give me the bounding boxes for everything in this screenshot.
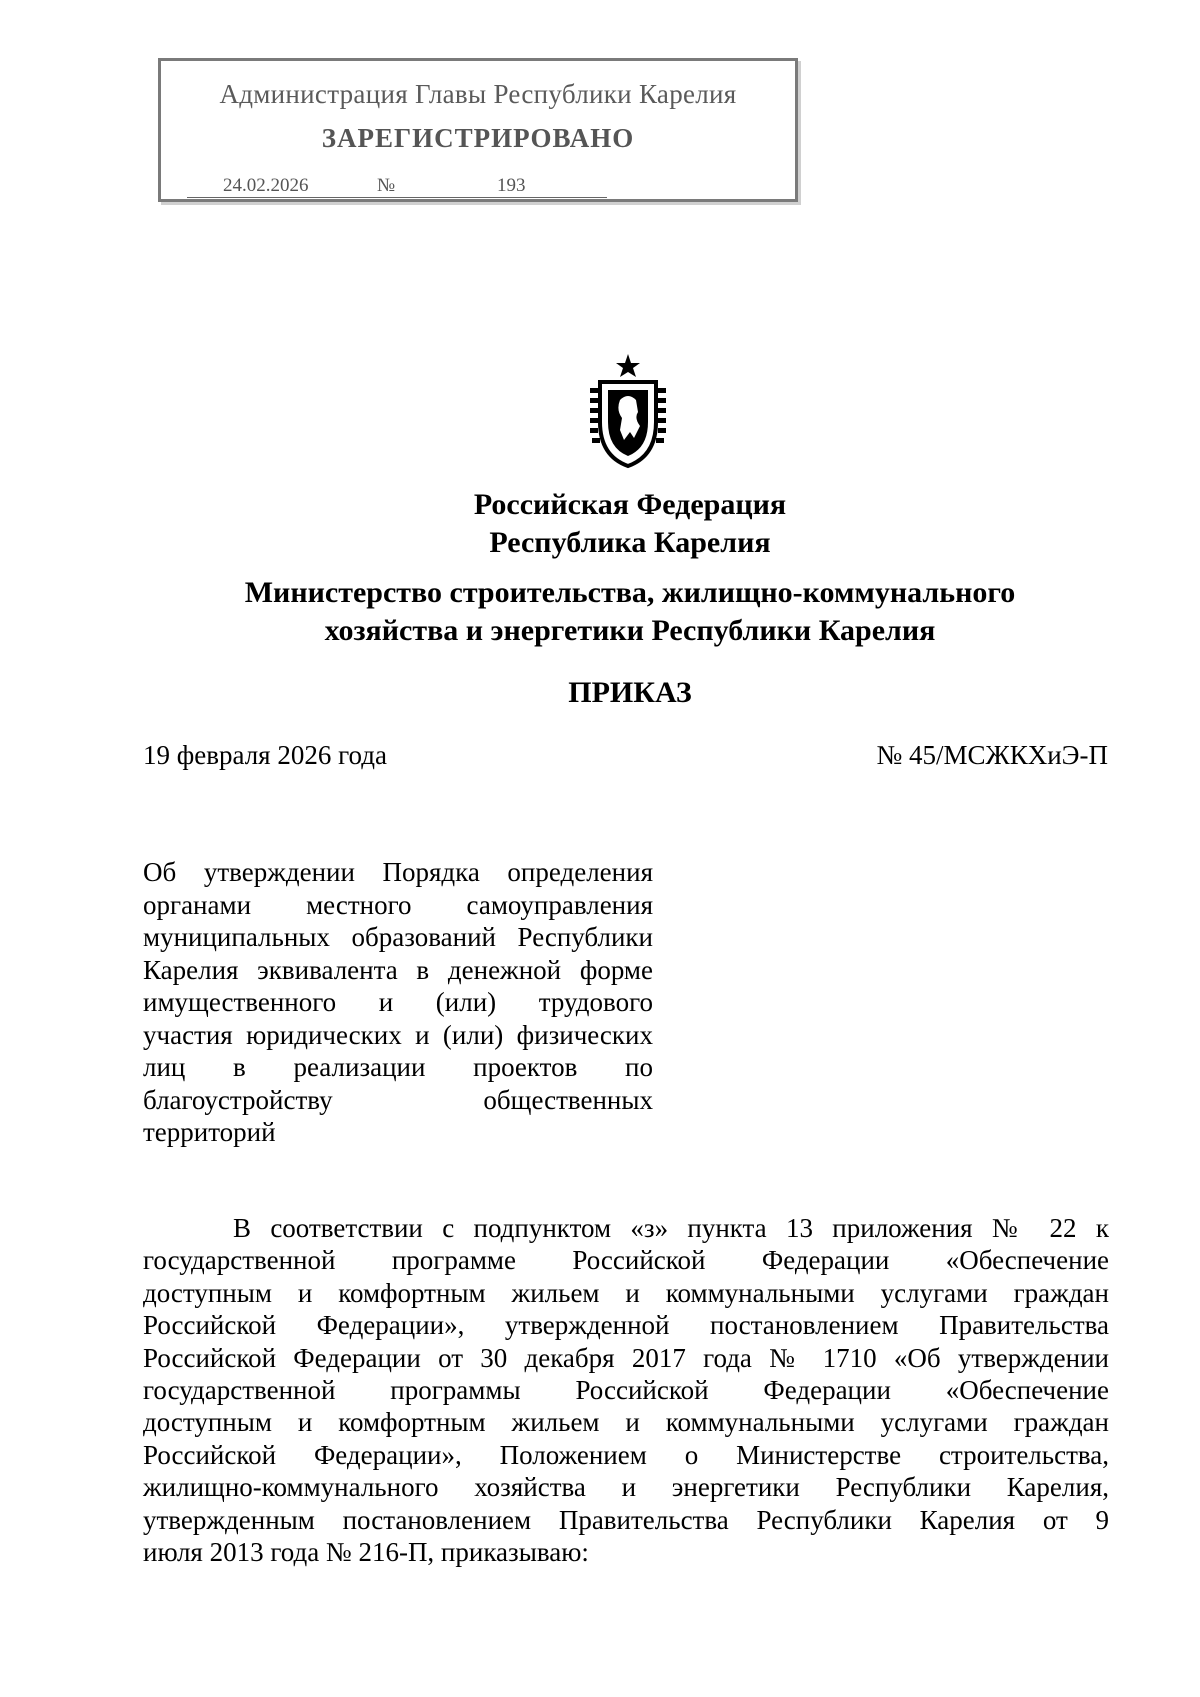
preamble-line: доступным и комфортным жильем и коммунальными услугами граждан xyxy=(143,1277,1109,1308)
republic-heading: Республика Карелия xyxy=(489,526,771,559)
order-number: № 45/МСЖКХиЭ-П xyxy=(876,740,1108,770)
subject-line: муниципальных образований Республики xyxy=(143,922,653,952)
preamble-line: Российской Федерации от 30 декабря 2017 года № 1710 «Об утверждении xyxy=(143,1342,1109,1373)
document-type-title: ПРИКАЗ xyxy=(568,676,692,709)
preamble-line: жилищно-коммунального хозяйства и энергетики Республики Карелия, xyxy=(143,1472,1109,1503)
stamp-number: 193 xyxy=(497,175,526,196)
order-date: 19 февраля 2026 года xyxy=(143,740,387,770)
stamp-registration-line xyxy=(187,173,767,201)
preamble-line: государственной программы Российской Федерации «Обеспечение xyxy=(143,1375,1109,1406)
stamp-status: ЗАРЕГИСТРИРОВАНО xyxy=(321,123,635,153)
preamble-line: государственной программе Российской Федерации «Обеспечение xyxy=(143,1245,1109,1276)
preamble-line: Российской Федерации», Положением о Министерстве строительства, xyxy=(143,1439,1109,1470)
subject-line: лиц в реализации проектов по xyxy=(143,1052,653,1082)
stamp-number-sign: № xyxy=(377,175,396,196)
karelia-coat-of-arms-emblem xyxy=(584,352,672,470)
preamble-line: В соответствии с подпунктом «з» пункта 13 приложения № 22 к xyxy=(233,1213,1109,1243)
stamp-underline xyxy=(187,197,607,198)
preamble-line: доступным и комфортным жильем и коммунальными услугами граждан xyxy=(143,1407,1109,1438)
subject-line: территорий xyxy=(143,1117,276,1147)
preamble-line: июля 2013 года № 216-П, приказываю: xyxy=(143,1537,589,1568)
order-subject xyxy=(143,856,653,1149)
subject-line: имущественного и (или) трудового xyxy=(143,987,653,1017)
ministry-heading-line2: хозяйства и энергетики Республики Карелия xyxy=(324,614,936,647)
stamp-organization: Администрация Главы Республики Карелия xyxy=(219,79,737,109)
country-heading: Российская Федерация xyxy=(473,488,787,521)
preamble-line: утвержденным постановлением Правительства Республики Карелия от 9 xyxy=(143,1504,1109,1535)
subject-line: органами местного самоуправления xyxy=(143,889,653,920)
ministry-heading-line1: Министерство строительства, жилищно-коммунального xyxy=(244,576,1016,609)
subject-line: участия юридических и (или) физических xyxy=(143,1019,653,1050)
preamble-line: Российской Федерации», утвержденной постановлением Правительства xyxy=(143,1310,1109,1341)
registration-stamp xyxy=(158,58,798,202)
subject-line: Карелия эквивалента в денежной форме xyxy=(143,954,653,985)
order-preamble xyxy=(143,1212,1109,1568)
subject-line: Об утверждении Порядка определения xyxy=(143,857,653,887)
subject-line: благоустройству общественных xyxy=(143,1084,653,1115)
stamp-date: 24.02.2026 xyxy=(223,175,309,196)
